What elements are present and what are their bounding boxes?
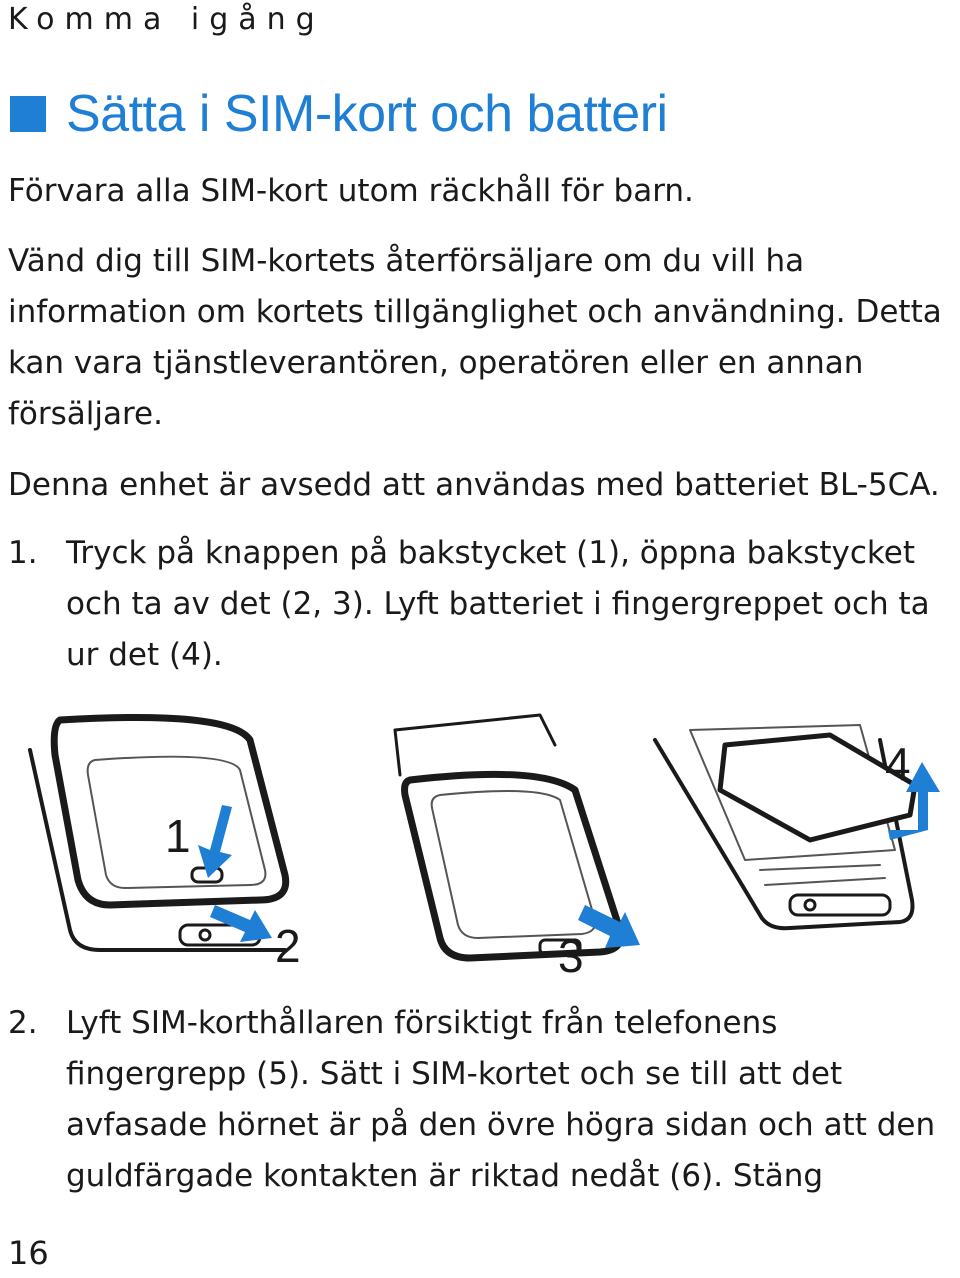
page-number: 16 xyxy=(8,1234,49,1272)
phone-back-cover-panel-1 xyxy=(30,718,286,951)
section-title: Sätta i SIM-kort och batteri xyxy=(66,85,668,143)
step-text: Lyft SIM-korthållaren försiktigt från telefonens fingergrepp (5). Sätt i SIM-kortet och se till att det avfasade hörnet är på den övre högra sidan och att den guldfärgade kontakten är riktad nedåt (6). Stäng xyxy=(66,1005,936,1194)
figure-label-3: 3 xyxy=(558,930,584,982)
paragraph-sim-retailer: Vänd dig till SIM-kortets återförsäljare om du vill ha information om kortets tillgänglighet och användning. Detta kan vara tjänstleverantören, operatören eller en annan försäljare. xyxy=(8,243,942,432)
running-header: Komma igång xyxy=(8,2,325,37)
paragraph-sim-safety: Förvara alla SIM-kort utom räckhåll för barn. xyxy=(8,173,694,209)
heading-marker xyxy=(10,96,46,132)
figure-label-4: 4 xyxy=(885,738,911,790)
illustration-svg xyxy=(0,700,960,1000)
figure-label-2: 2 xyxy=(275,920,301,972)
step-text: Tryck på knappen på bakstycket (1), öppna bakstycket och ta av det (2, 3). Lyft batteriet i fingergreppet och ta ur det (4). xyxy=(66,535,930,673)
phone-battery-panel-3 xyxy=(655,725,915,928)
step-number: 1. xyxy=(8,535,38,571)
paragraph-battery-model: Denna enhet är avsedd att användas med batteriet BL-5CA. xyxy=(8,467,940,503)
section-heading xyxy=(10,84,668,144)
step-number: 2. xyxy=(8,1005,38,1041)
arrow-remove-cover xyxy=(578,905,640,948)
figure-label-1: 1 xyxy=(165,810,191,862)
battery-removal-illustration xyxy=(0,700,960,1000)
